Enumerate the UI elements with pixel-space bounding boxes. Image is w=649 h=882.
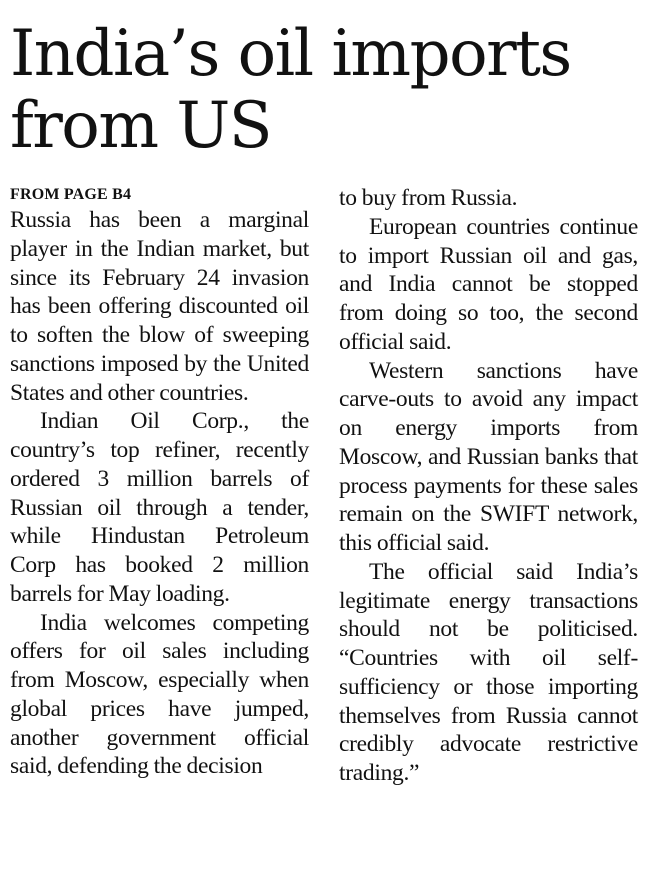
paragraph-4: European countries continue to import Russian oil and gas, and India cannot be stopped from doing so too, the second official said.	[339, 213, 638, 355]
headline: India’s oil imports from US	[10, 17, 571, 163]
left-column	[10, 184, 309, 781]
paragraph-6: The official said India’s legitimate energy transactions should not be politicised. “Countries with oil self-sufficiency or those importing themselves from Russia cannot credibly advocate restrictive trading.”	[339, 558, 638, 786]
article-body	[10, 184, 638, 874]
paragraph-3-continued: to buy from Russia.	[339, 185, 518, 211]
paragraph-3: India welcomes competing offers for oil sales including from Moscow, especially when global prices have jumped, another government official said, defending the decision	[10, 609, 309, 780]
right-column	[339, 184, 638, 788]
paragraph-1: Russia has been a marginal player in the Indian market, but since its February 24 invasion has been offering discounted oil to soften the blow of sweeping sanctions imposed by the United States and other countries.	[10, 207, 309, 406]
paragraph-2: Indian Oil Corp., the country’s top refiner, recently ordered 3 million barrels of Russian oil through a tender, while Hindustan Petroleum Corp has booked 2 million barrels for May loading.	[10, 408, 309, 607]
continuation-kicker: FROM PAGE B4	[10, 186, 132, 203]
paragraph-5: Western sanctions have carve-outs to avoid any impact on energy imports from Moscow, and Russian banks that process payments for these sales remain on the SWIFT network, this official said.	[339, 357, 638, 556]
